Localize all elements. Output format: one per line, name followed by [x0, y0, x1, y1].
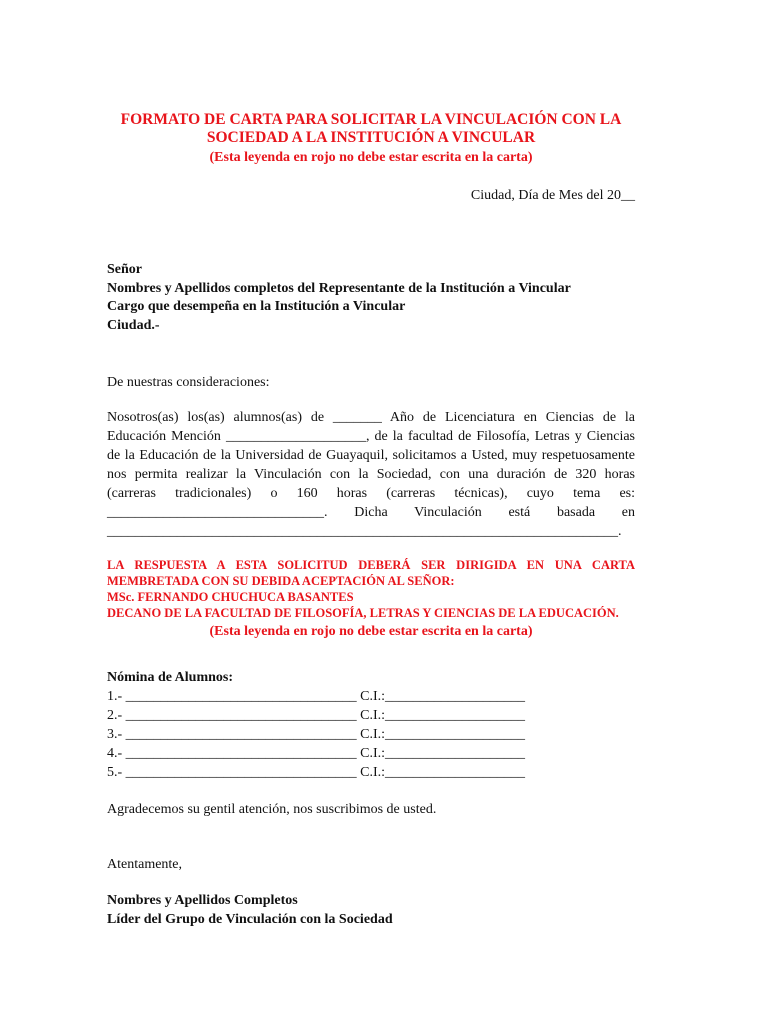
- student-row-5: 5.- _________________________________ C.I.:____________________: [107, 765, 526, 780]
- response-line-3: MSc. FERNANDO CHUCHUCA BASANTES: [107, 590, 354, 604]
- signature-block: [107, 891, 393, 929]
- response-red-note: (Esta leyenda en rojo no debe estar escrita en la carta): [209, 624, 533, 639]
- response-notice: [107, 557, 635, 621]
- body-line-6: _______________________________. Dicha Vinculación está basada en: [107, 505, 635, 520]
- signature-name: Nombres y Apellidos Completos: [107, 893, 298, 908]
- student-list: [107, 668, 525, 782]
- student-list-heading: Nómina de Alumnos:: [107, 670, 234, 685]
- farewell: Atentamente,: [107, 857, 183, 872]
- addressee-city: Ciudad.-: [107, 317, 160, 333]
- signature-role: Líder del Grupo de Vinculación con la Sociedad: [107, 912, 393, 927]
- response-line-2: MEMBRETADA CON SU DEBIDA ACEPTACIÓN AL SEÑOR:: [107, 574, 455, 588]
- thanks-line: Agradecemos su gentil atención, nos suscribimos de usted.: [107, 802, 437, 817]
- student-row-4: 4.- _________________________________ C.I.:____________________: [107, 746, 526, 761]
- document-title: [97, 111, 645, 147]
- title-line-1: FORMATO DE CARTA PARA SOLICITAR LA VINCULACIÓN CON LA: [120, 111, 622, 128]
- body-line-3: de la Educación de la Universidad de Guayaquil, solicitamos a Usted, muy respetuosamente: [107, 448, 635, 463]
- body-line-5: (carreras tradicionales) o 160 horas (carreras técnicas), cuyo tema es:: [107, 486, 635, 501]
- title-line-2: SOCIEDAD A LA INSTITUCIÓN A VINCULAR: [206, 129, 536, 146]
- date-line: Ciudad, Día de Mes del 20__: [470, 188, 635, 203]
- addressee-block: [107, 261, 571, 335]
- greeting: De nuestras consideraciones:: [107, 375, 270, 390]
- addressee-name: Nombres y Apellidos completos del Representante de la Institución a Vincular: [107, 280, 571, 296]
- response-line-1: LA RESPUESTA A ESTA SOLICITUD DEBERÁ SER DIRIGIDA EN UNA CARTA: [107, 558, 635, 572]
- student-row-2: 2.- _________________________________ C.I.:____________________: [107, 708, 526, 723]
- body-line-7: _________________________________________________________________________.: [107, 524, 622, 539]
- student-row-3: 3.- _________________________________ C.I.:____________________: [107, 727, 526, 742]
- salutation: Señor: [107, 262, 142, 277]
- title-red-note: (Esta leyenda en rojo no debe estar escrita en la carta): [209, 150, 533, 165]
- letter-page: [107, 0, 635, 1024]
- body-paragraph: [107, 408, 635, 541]
- response-line-4: DECANO DE LA FACULTAD DE FILOSOFÍA, LETRAS Y CIENCIAS DE LA EDUCACIÓN.: [107, 606, 619, 620]
- addressee-position: Cargo que desempeña en la Institución a Vincular: [107, 299, 406, 314]
- body-line-1: Nosotros(as) los(as) alumnos(as) de _______ Año de Licenciatura en Ciencias de la: [107, 410, 635, 425]
- student-row-1: 1.- _________________________________ C.I.:____________________: [107, 689, 526, 704]
- body-line-4: nos permita realizar la Vinculación con la Sociedad, con una duración de 320 horas: [107, 467, 635, 482]
- body-line-2: Educación Mención ____________________, de la facultad de Filosofía, Letras y Ciencias: [107, 429, 635, 444]
